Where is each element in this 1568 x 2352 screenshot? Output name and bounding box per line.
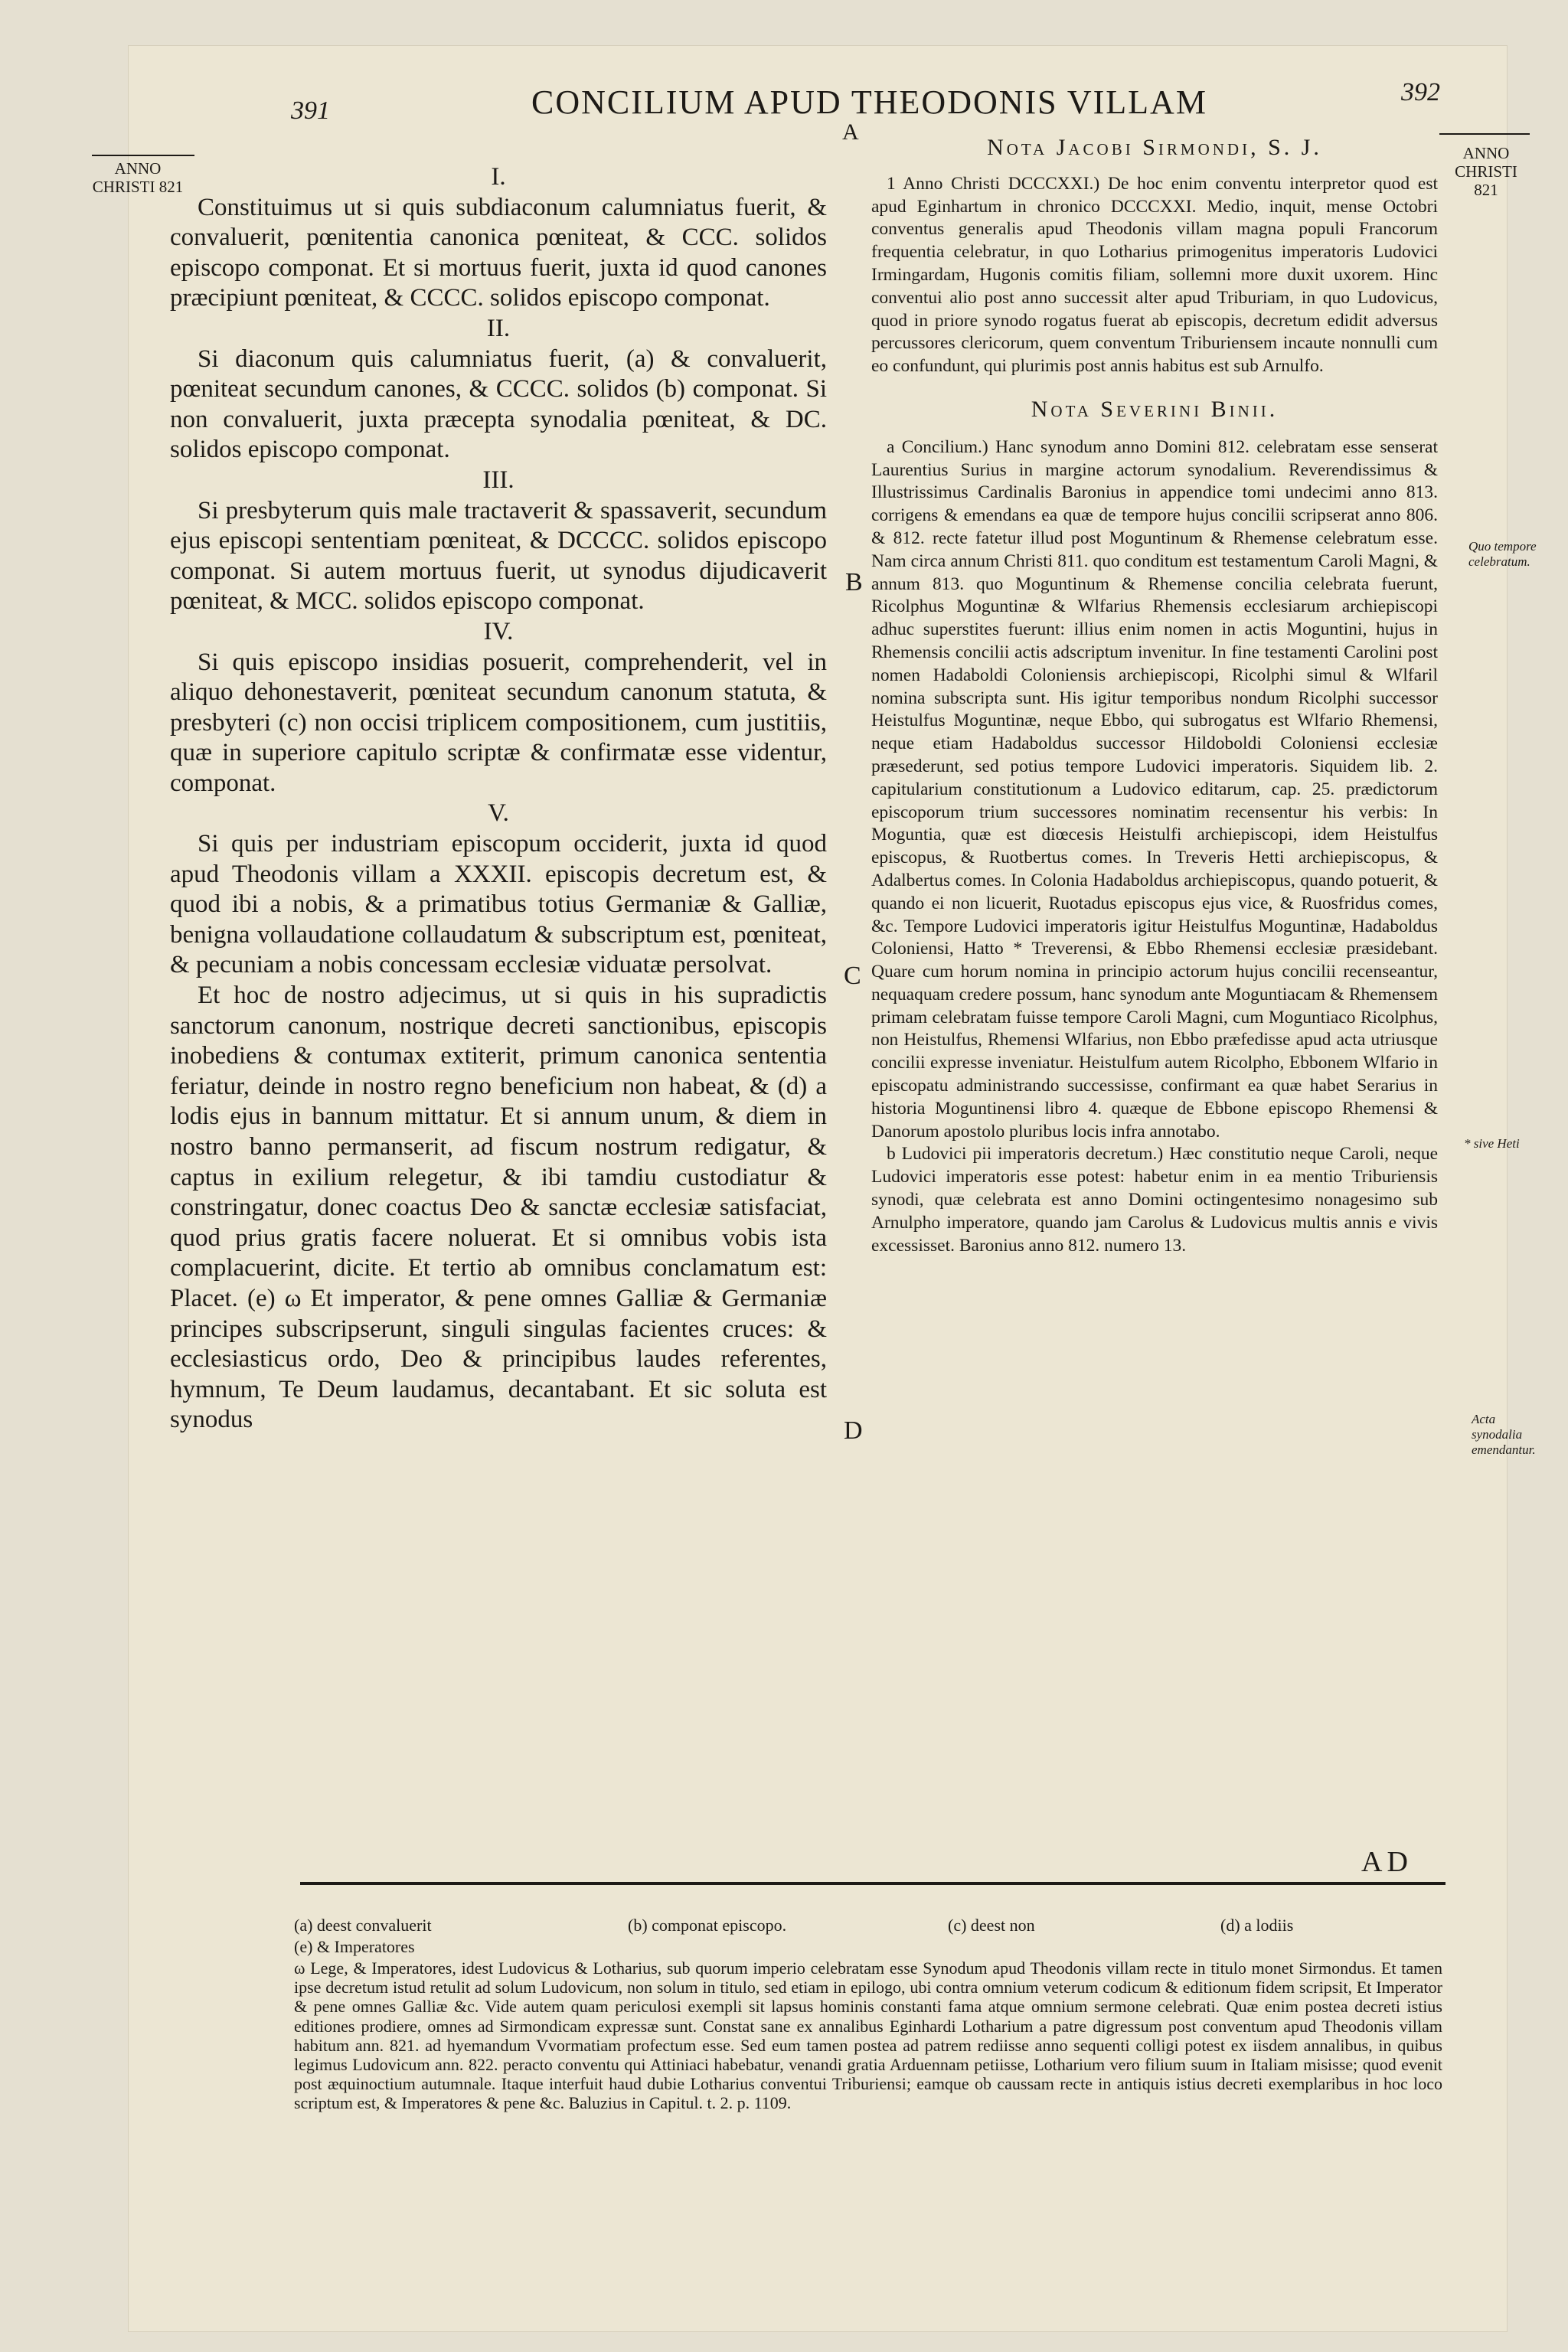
chapter-number-1: I. [491, 163, 506, 191]
footnote-e: (e) & Imperatores [294, 1937, 415, 1956]
section-marker-a: A [842, 119, 859, 145]
margin-note-acta: Acta synodalia emendantur. [1472, 1412, 1536, 1457]
epilogue-text: Et hoc de nostro adjecimus, ut si quis in his supradictis sanctorum canonum, nostrique decreti sanctionibus, episcopis inobediens & contumax extiterit, primum canonica sententia feriatur, deinde in nostro regno beneficium non habeat, & (d) a lodis ejus in bannum mittatur. Et si annum unum, & diem in nostro banno permanserit, ad fiscum nostrum redigatur, & captus in exilium relegetur, & ibi tamdiu custodiatur & constringatur, donec coactus Deo & sanctæ ecclesiæ satisfaciat, quod prius gratis facere noluerat. Et si omnibus vobis ista complacuerint, dicite. Et tertio ab omnibus conclamatum est: Placet. (e) ω Et imperator, & pene omnes Galliæ & Germaniæ principes subscripserunt, singuli singulas facientes cruces: & ecclesiasticus ordo, Deo & principibus laudes referentes, hymnum, Te Deum laudamus, decantabant. Et sic soluta est synodus [170, 982, 827, 1434]
chapter-number-3: III. [482, 466, 514, 494]
footnote-b: (b) componat episcopo. [628, 1916, 787, 1935]
note-binii-b-text: b Ludovici pii imperatoris decretum.) Hæc constitutio neque Caroli, neque Ludovici imperatoris esse potest: habetur enim in ea mentio Triburiensis synodi, quæ celebrata est anno Domini octingentesimo nonagesimo sub Arnulpho imperatore, quando jam Carolus & Ludovicus multis annis e vivis excessisset. Baronius anno 812. numero 13. [871, 1144, 1438, 1256]
page-number-left: 391 [291, 96, 330, 125]
page-number-right: 392 [1401, 78, 1440, 106]
chapter-number-5: V. [488, 799, 509, 828]
running-title: CONCILIUM APUD THEODONIS VILLAM [531, 83, 1207, 121]
section-marker-d: D [844, 1416, 863, 1445]
margin-year-left: ANNO CHRISTI 821 [92, 159, 184, 196]
chapter-2-text: Si diaconum quis calumniatus fuerit, (a) & convaluerit, pœniteat secundum canones, & CCCC. solidos (b) componat. Si non convaluerit, juxta præcepta synodalia pœniteat, & DC. solidos episcopo componat. [170, 345, 827, 464]
catchword: AD [1361, 1846, 1413, 1878]
footnote-d: (d) a lodiis [1220, 1916, 1294, 1935]
left-column [170, 162, 827, 1436]
section-marker-c: C [844, 962, 861, 990]
footnote-long-text: ω Lege, & Imperatores, idest Ludovicus & Lotharius, sub quorum imperio celebratam esse Synodum apud Theodonis villam recte in titulo monet Sirmondus. Et tamen ipse decretum istud retulit ad solum Ludovicum, non solum in titulo, sed etiam in epilogo, ubi contra omnium veterum codicum & editionum fidem scripsit, Et Imperator & pene omnes Galliæ &c. Vide autem quam periculosi exempli sit lapsus hominis constanti fama atque omnium sermone celebrati. Quæ enim postea decreti istius editiones prodiere, omnes ad Sirmondicam expressæ sunt. Constat sane ex annalibus Eginhardi Lotharium a patre digressum post conventum apud Theodonis villam habitum ann. 821. ad hyemandum Vvormatiam profectum esse. Sed eum tamen postea ad patrem rediisse anno sequenti colligi potest ex iisdem annalibus, in quibus legimus Ludovicum ann. 822. peracto conventu qui Attiniaci habebatur, venandi gratia Arduennam petiisse, Lotharium vero filium suum in Italiam misisse; quod evenit post æquinoctium autumnale. Itaque interfuit haud dubie Lotharius conventui Triburiensi; eamque ob caussam recte in antiquis istius decreti exemplaribus in hoc loco scriptum est, & Imperatores & pene &c. Baluzius in Capitul. t. 2. p. 1109. [294, 1958, 1442, 2113]
footnote-a: (a) deest convaluerit [294, 1916, 432, 1935]
margin-rule-left [92, 155, 194, 156]
note-sirmondi-text: 1 Anno Christi DCCCXXI.) De hoc enim conventu interpretor quod est apud Eginhartum in chronico DCCCXXI. Medio, inquit, mense Octobri conventus generalis apud Theodonis villam magna populi Francorum frequentia celebratur, in quo Lotharius primogenitus imperatoris Ludovici Irmingardam, Hugonis comitis filiam, sollemni more duxit uxorem. Hinc conventui alio post anno successit alter apud Triburiam, in quo Ludovicus, quod in priore synodo rogatus fuerat ab episcopis, decretum edidit adversus percussores clericorum, quem conventum Triburiensem incaute nonnulli cum eo confundunt, qui plurimis post annis habitus est sub Arnulfo. [871, 173, 1438, 377]
margin-note-heti: * sive Heti [1464, 1136, 1520, 1151]
footnote-separator [300, 1882, 1446, 1885]
chapter-number-4: IV. [483, 617, 514, 645]
chapter-5-text: Si quis per industriam episcopum occiderit, juxta id quod apud Theodonis villam a XXXII. episcopis decretum est, & quod ibi a nobis, & a primatibus totius Germaniæ & Galliæ, benigna vollaudatione collaudatum & subscriptum est, pœniteat, & pecuniam a nobis concessam ecclesiæ viduatæ persolvat. [170, 830, 827, 979]
margin-note-tempore: Quo tempore celebratum. [1468, 539, 1537, 569]
note-heading-sirmondi: Nota Jacobi Sirmondi, S. J. [987, 135, 1322, 160]
chapter-1-text: Constituimus ut si quis subdiaconum calumniatus fuerit, & convaluerit, pœnitentia canonica pœniteat, & CCC. solidos episcopo componat. Et si mortuus fuerit, juxta id quod canones præcipiunt pœniteat, & CCCC. solidos episcopo componat. [170, 193, 827, 312]
book-page [92, 46, 1537, 2331]
footnote-long [294, 1958, 1442, 2113]
footnote-c: (c) deest non [948, 1916, 1035, 1935]
right-column [871, 136, 1438, 1257]
chapter-number-2: II. [486, 314, 511, 342]
chapter-3-text: Si presbyterum quis male tractaverit & spassaverit, secundum ejus episcopi sententiam pœniteat, & DCCCC. solidos episcopo componat. Si autem mortuus fuerit, ut synodus dijudicaverit pœniteat, & MCC. solidos episcopo componat. [170, 496, 827, 616]
note-heading-binii: Nota Severini Binii. [1031, 396, 1279, 422]
chapter-4-text: Si quis episcopo insidias posuerit, comprehenderit, vel in aliquo dehonestaverit, pœniteat secundum canonum statuta, & presbyteri (c) non occisi triplicem compositionem, cum justitiis, quæ in superiore capitulo scriptæ & confirmatæ esse videntur, componat. [170, 648, 827, 797]
margin-rule-right [1439, 133, 1530, 135]
footnote-row-1 [294, 1916, 1442, 1936]
note-binii-a-text: a Concilium.) Hanc synodum anno Domini 812. celebratam esse senserat Laurentius Surius in margine actorum synodalium. Reverendissimus & Illustrissimus Cardinalis Baronius in appendice tomi undecimi anno 813. corrigens & emendans ea quæ de tempore hujus concilii scripserat anno 806. & 812. recte fatetur illud post Moguntinum & Rhemense celebratum esse. Nam circa annum Christi 811. quo conditum est testamentum Caroli Magni, & annum 813. quo Moguntinum & Rhemense concilia celebrata fuerunt, Ricolphus Moguntinæ & Wlfarius Rhemensis ecclesiarum archiepiscopi adhuc superstites fuerunt: illius enim nomen in actis Moguntini, hujus in Rhemensis concilii actis adscriptum invenitur. In fine testamenti Carolini post nomen Hadaboldi Coloniensis archiepiscopi, Ricolphi simul & Wlfaril nomina subscripta sunt. His igitur temporibus nondum Ricolphi successor Heistulfus Moguntinæ, neque Ebbo, qui subrogatus est Wlfario Rhemensi, neque etiam Hadaboldus successor Hildoboldi Coloniensi ecclesiæ præsederunt, sed potius tempore Ludovici imperatoris. Siquidem lib. 2. capitularium constitutionum a Ludovico editarum, cap. 25. prædictorum episcoporum trium successores nominatim recensentur his verbis: In Moguntia, quæ est diœcesis Heistulfi archiepiscopi, idem Heistulfus episcopus, & Ruotbertus comes. In Treveris Hetti archiepiscopus, & Adalbertus comes. In Colonia Hadaboldus archiepiscopus, quando potuerit, & quando ei non licuerit, Ruotadus episcopus ejus vice, & Ruosfridus comes, &c. Tempore Ludovici imperatoris igitur Heistulfus Moguntinæ, Hadaboldus Coloniensi, Hatto * Treverensi, & Ebbo Rhemensi ecclesiæ præsidebant. Quare cum horum nomina in principio actorum hujus concilii recenseantur, nequaquam credere possum, hanc synodum ante Moguntiacam & Rhemensem primam celebratam fuisse tempore Caroli Magni, cum Moguntiaco Ricolphus, non Heistulfus, Rhemensi Wlfarius, non Ebbo præfedisse apud acta utriusque concilii expresse inveniatur. Heistulfum autem Ricolpho, Ebbonem Wlfario in episcopatu administrando successisse, confirmant ea quæ habet Serarius in historia Moguntinensi libro 4. quæque de Ebbone episcopo Rhemensi & Danorum apostolo pluribus locis infra annotabo. [871, 436, 1438, 1142]
margin-year-right: ANNO CHRISTI 821 [1455, 144, 1517, 199]
section-marker-b: B [845, 568, 863, 596]
